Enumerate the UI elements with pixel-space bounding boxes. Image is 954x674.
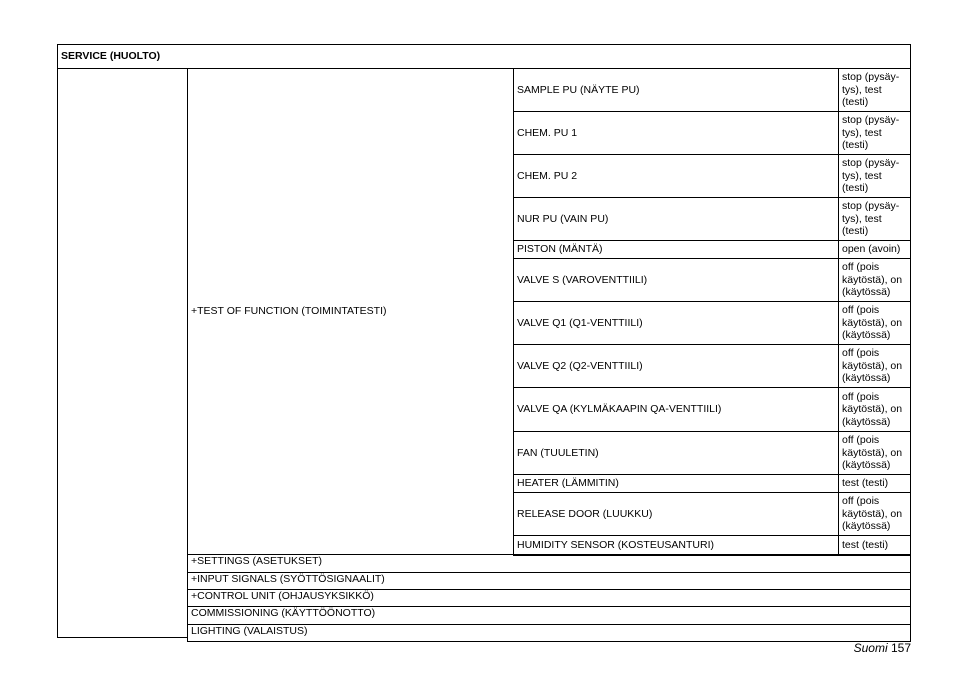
function-value: test (testi) [842,539,889,552]
function-name-cell [513,387,839,432]
function-value-cell [838,301,911,345]
function-value: stop (pysäy-tys), test (testi) [842,114,900,152]
menu-item-row [187,606,911,625]
function-value: test (testi) [842,477,889,490]
function-name: SAMPLE PU (NÄYTE PU) [517,83,640,96]
function-value-cell [838,68,911,112]
function-value: off (pois käytöstä), on (käytössä) [842,261,903,299]
function-value-cell [838,111,911,155]
menu-item-label: +CONTROL UNIT (OHJAUSYKSIKKÖ) [191,590,374,602]
left-empty-column [57,68,188,638]
function-value: off (pois käytöstä), on (käytössä) [842,495,903,533]
function-value-cell [838,474,911,493]
menu-item-label: COMMISSIONING (KÄYTTÖÖNOTTO) [191,607,376,619]
function-value: off (pois käytöstä), on (käytössä) [842,347,903,385]
function-name-cell [513,111,839,155]
function-name: VALVE Q2 (Q2-VENTTIILI) [517,359,643,372]
function-name: HEATER (LÄMMITIN) [517,477,619,490]
table-title-row [57,44,911,69]
function-value: off (pois käytöstä), on (käytössä) [842,304,903,342]
menu-item-label: +SETTINGS (ASETUKSET) [191,555,322,567]
menu-item-row [187,589,911,607]
function-value-cell [838,154,911,198]
function-value: stop (pysäy-tys), test (testi) [842,157,900,195]
footer-language: Suomi [853,641,888,655]
function-name: CHEM. PU 2 [517,169,578,182]
function-value-cell [838,258,911,302]
function-name-cell [513,240,839,259]
function-name-cell [513,68,839,112]
function-name: CHEM. PU 1 [517,126,578,139]
function-value: stop (pysäy-tys), test (testi) [842,71,900,109]
function-name-cell [513,197,839,241]
function-name-cell [513,344,839,388]
function-value-cell [838,197,911,241]
function-name-cell [513,258,839,302]
function-name: VALVE S (VAROVENTTIILI) [517,273,648,286]
function-name: PISTON (MÄNTÄ) [517,243,603,256]
function-name-cell [513,301,839,345]
function-value-cell [838,535,911,556]
table-title: SERVICE (HUOLTO) [61,50,161,63]
function-value-cell [838,344,911,388]
test-of-function-label: +TEST OF FUNCTION (TOIMINTATESTI) [191,305,387,318]
function-name-cell [513,492,839,536]
function-name: VALVE Q1 (Q1-VENTTIILI) [517,316,643,329]
function-value-cell [838,240,911,259]
menu-item-row [187,624,911,642]
function-value: off (pois käytöstä), on (käytössä) [842,390,903,428]
function-name-cell [513,535,839,556]
test-of-function-cell [187,68,514,555]
menu-item-row [187,572,911,590]
page-footer [780,641,911,657]
function-value: stop (pysäy-tys), test (testi) [842,200,900,238]
function-name: FAN (TUULETIN) [517,446,599,459]
menu-item-label: +INPUT SIGNALS (SYÖTTÖSIGNAALIT) [191,573,385,585]
function-value-cell [838,431,911,475]
function-value-cell [838,387,911,432]
function-name: HUMIDITY SENSOR (KOSTEUSANTURI) [517,539,714,552]
function-name: NUR PU (VAIN PU) [517,212,609,225]
function-name: RELEASE DOOR (LUUKKU) [517,507,653,520]
function-name: VALVE QA (KYLMÄKAAPIN QA-VENTTIILI) [517,403,722,416]
function-value: open (avoin) [842,243,901,256]
function-name-cell [513,431,839,475]
menu-item-label: LIGHTING (VALAISTUS) [191,625,308,637]
function-value-cell [838,492,911,536]
function-name-cell [513,474,839,493]
menu-item-row [187,554,911,573]
footer-page-number: 157 [890,641,911,655]
function-name-cell [513,154,839,198]
function-value: off (pois käytöstä), on (käytössä) [842,434,903,472]
